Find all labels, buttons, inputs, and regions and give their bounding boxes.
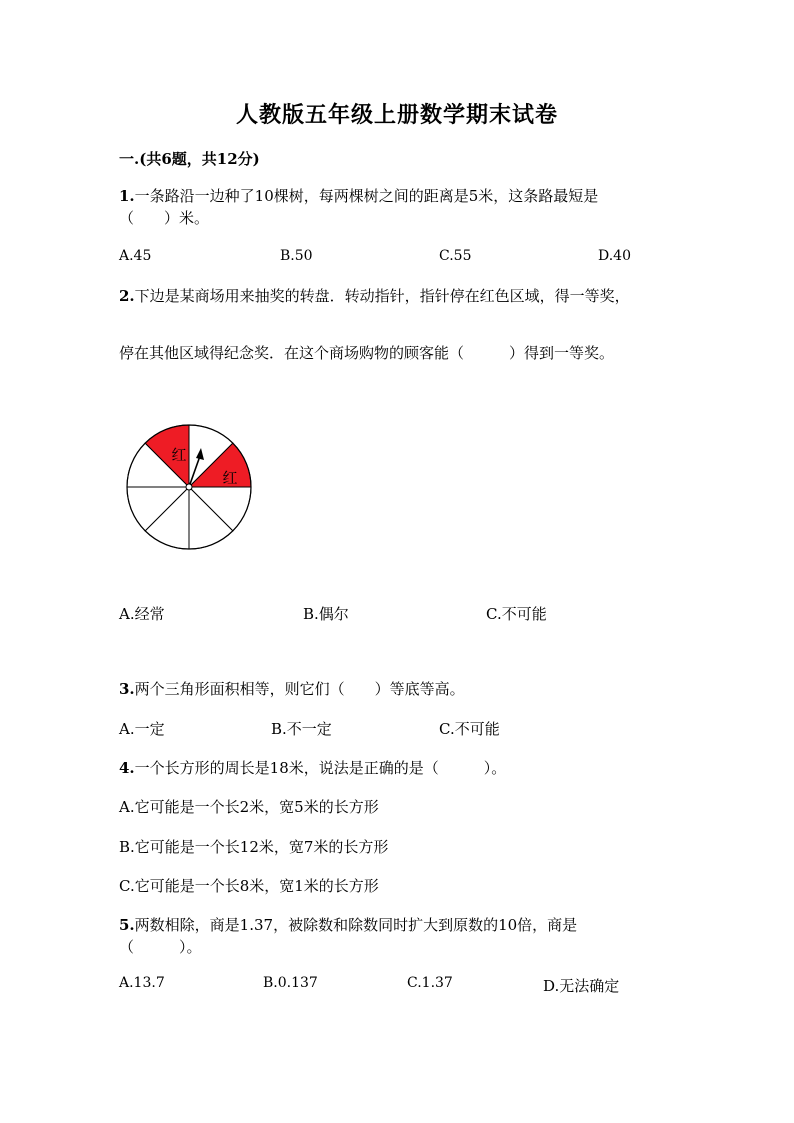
question-text-line: 一个长方形的周长是18米，说法是正确的是（ ）。: [134, 759, 507, 777]
option-a: A.45: [119, 248, 152, 264]
option-d: D.无法确定: [543, 977, 620, 995]
question-number: 2.: [119, 287, 135, 305]
section-label: 一.: [119, 150, 140, 168]
question-text-line: （ ）米。: [119, 209, 210, 227]
section-info: (共6题，共12分): [139, 150, 260, 168]
option-b: B.50: [280, 248, 313, 264]
option-c: C.55: [439, 248, 472, 264]
question-4: [119, 757, 506, 779]
option-a: A.它可能是一个长2米，宽5米的长方形: [119, 798, 379, 816]
question-3: [119, 678, 465, 700]
option-b: B.它可能是一个长12米，宽7米的长方形: [119, 838, 389, 856]
page-title: 人教版五年级上册数学期末试卷: [235, 102, 558, 128]
question-5: [119, 914, 577, 958]
question-1: [119, 185, 598, 229]
question-text-line: 停在其他区域得纪念奖．在这个商场购物的顾客能（ ）得到一等奖。: [119, 344, 615, 362]
spinner-diagram: [126, 424, 256, 554]
question-number: 4.: [119, 759, 135, 777]
option-b: B.不一定: [271, 720, 332, 738]
question-2: [119, 285, 630, 307]
option-a: A.13.7: [119, 975, 165, 991]
spinner-center: [186, 484, 192, 490]
option-a: A.一定: [119, 720, 165, 738]
question-number: 5.: [119, 916, 135, 934]
question-text-line: 下边是某商场用来抽奖的转盘．转动指针，指针停在红色区域，得一等奖，: [134, 287, 630, 305]
option-c: C.不可能: [486, 605, 547, 623]
red-label: 红: [222, 469, 238, 487]
option-b: B.0.137: [263, 975, 318, 991]
question-number: 1.: [119, 187, 135, 205]
option-c: C.它可能是一个长8米，宽1米的长方形: [119, 877, 379, 895]
section-header: [119, 148, 260, 169]
question-text-line: 两个三角形面积相等，则它们（ ）等底等高。: [134, 680, 465, 698]
question-text-line: 两数相除，商是1.37，被除数和除数同时扩大到原数的10倍，商是: [134, 916, 578, 934]
question-number: 3.: [119, 680, 135, 698]
option-c: C.1.37: [407, 975, 453, 991]
option-c: C.不可能: [439, 720, 500, 738]
option-a: A.经常: [119, 605, 165, 623]
red-label: 红: [171, 446, 187, 464]
option-b: B.偶尔: [303, 605, 349, 623]
option-d: D.40: [598, 248, 631, 264]
question-text-line: （ ）。: [119, 938, 202, 956]
question-text-line: 一条路沿一边种了10棵树，每两棵树之间的距离是5米，这条路最短是: [134, 187, 599, 205]
